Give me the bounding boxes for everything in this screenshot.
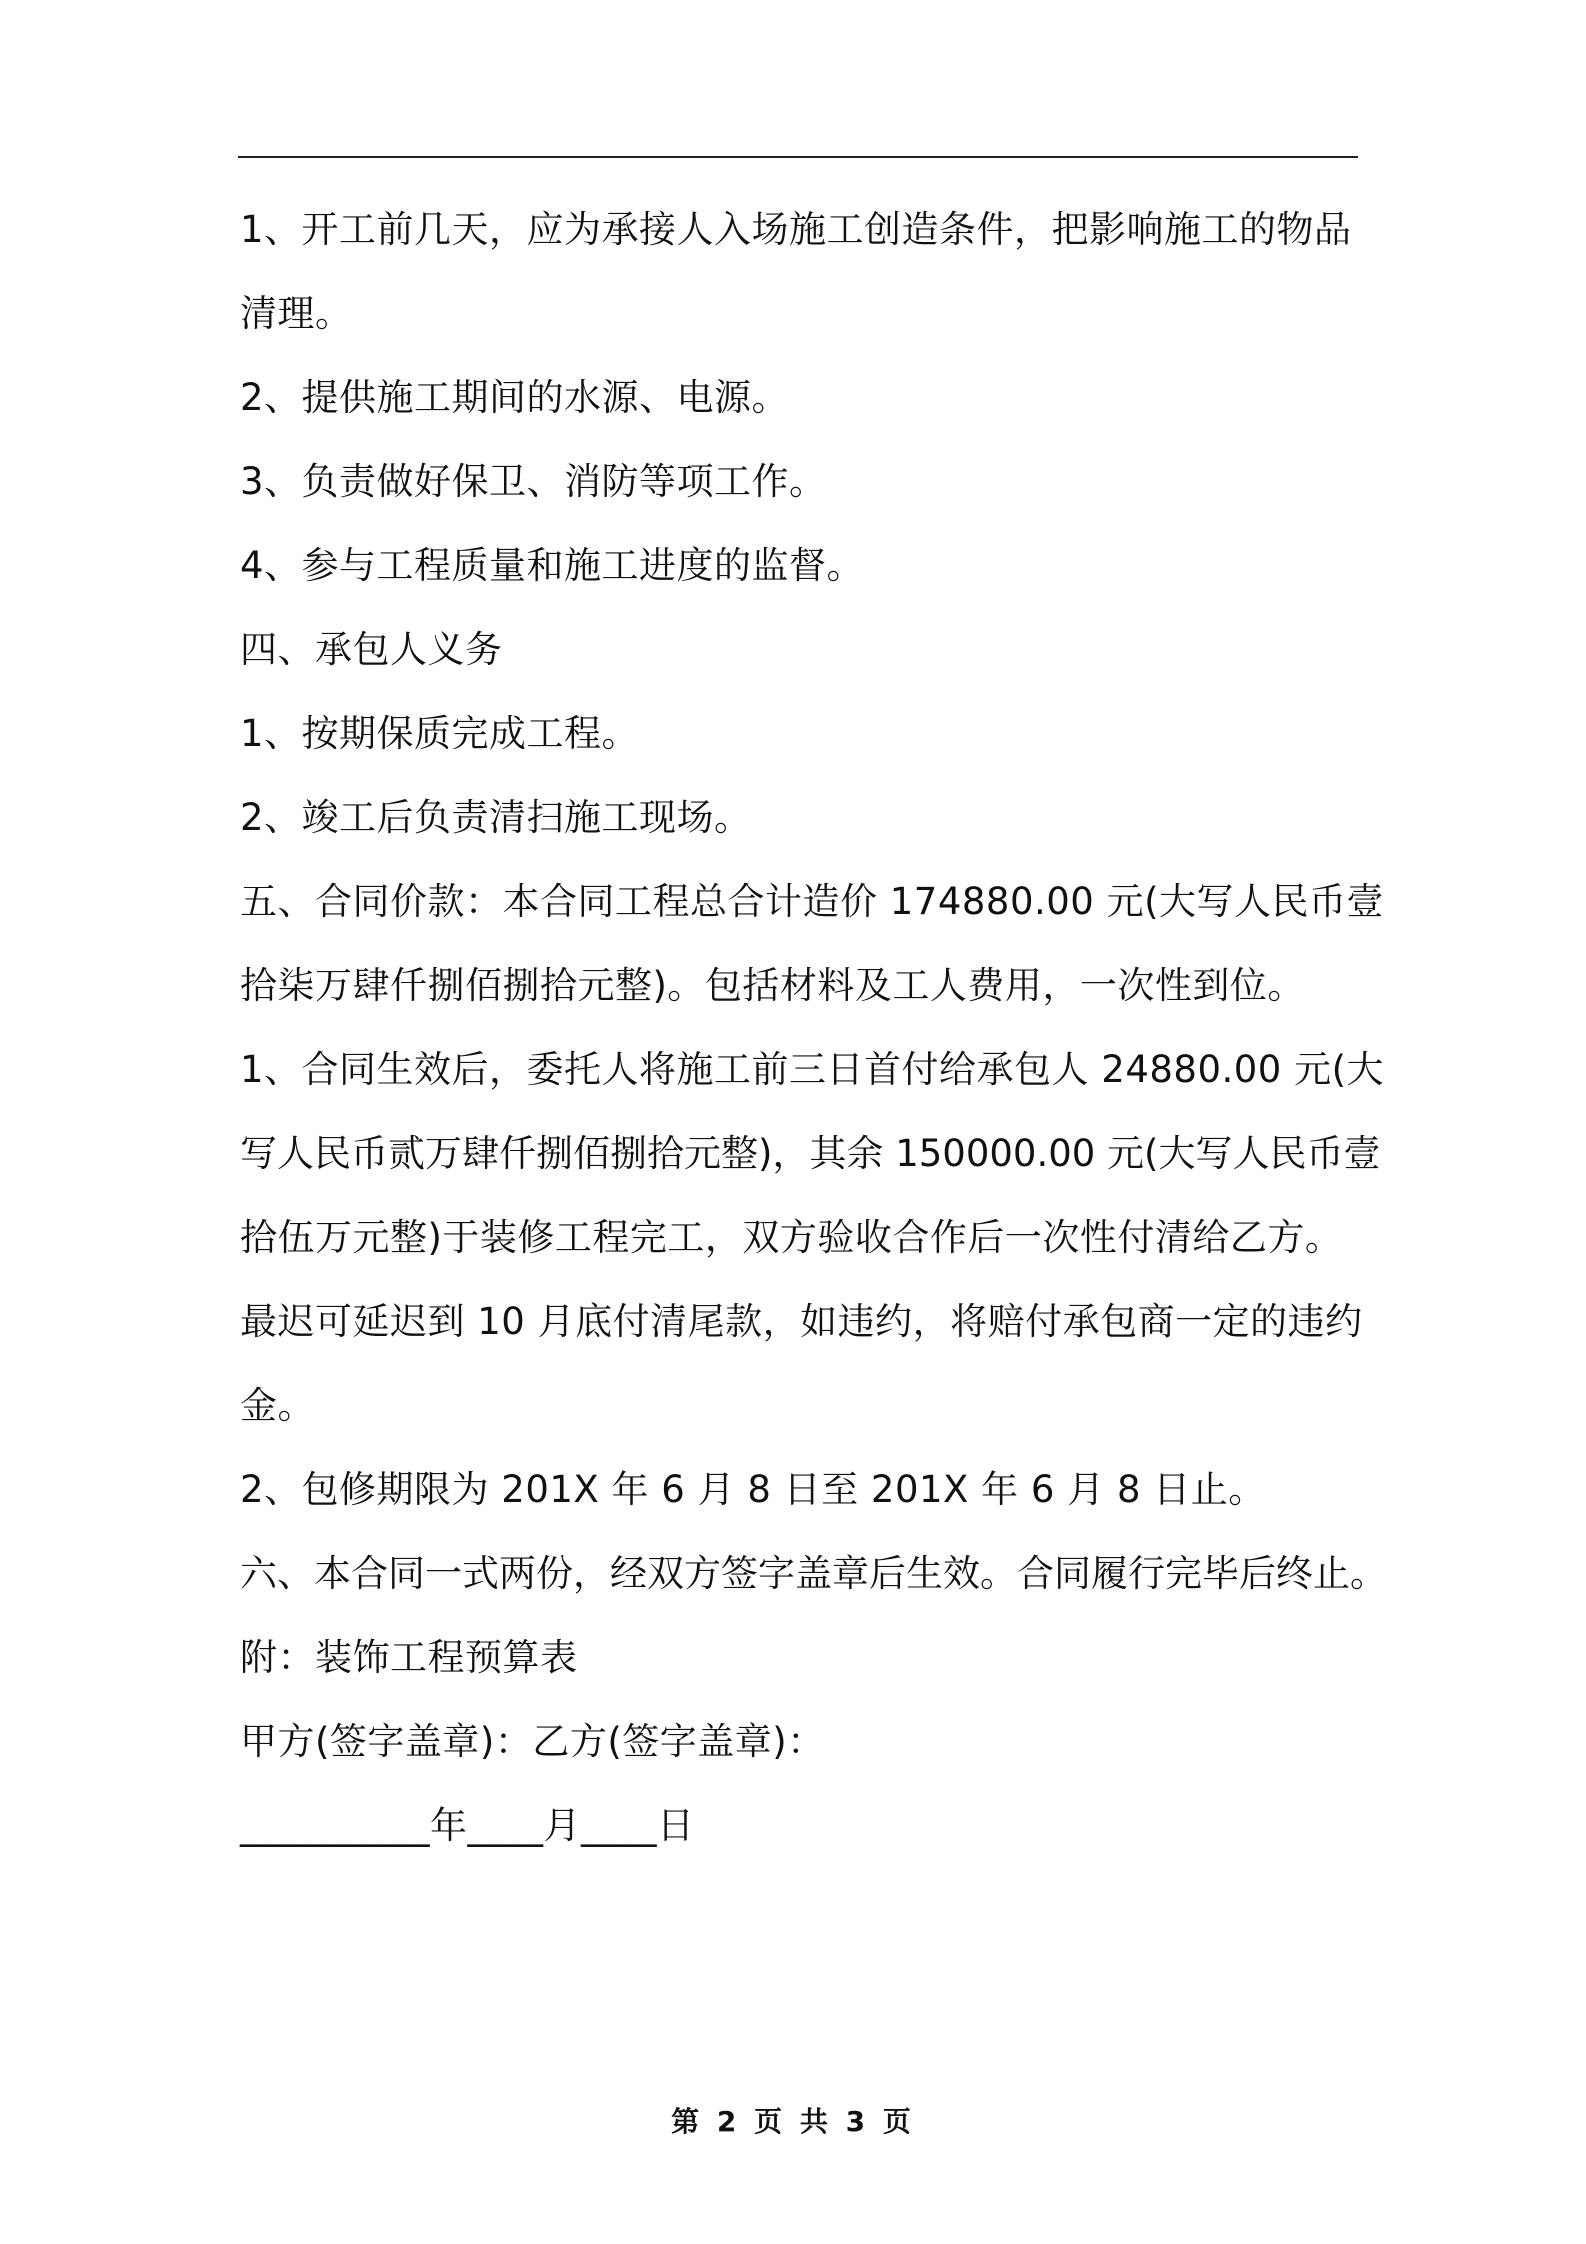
date-line: __________年____月____日 <box>240 1804 695 1847</box>
text-line: 拾伍万元整)于装修工程完工，双方验收合作后一次性付清给乙方。 <box>240 1216 1343 1259</box>
text-line: 1、开工前几天，应为承接人入场施工创造条件，把影响施工的物品 <box>240 208 1352 251</box>
page-footer: 第 2 页 共 3 页 <box>671 2105 915 2138</box>
text-line: 1、按期保质完成工程。 <box>240 712 640 755</box>
text-line: 写人民币贰万肆仟捌佰捌拾元整)，其余 150000.00 元(大写人民币壹 <box>240 1132 1381 1175</box>
text-line: 3、负责做好保卫、消防等项工作。 <box>240 460 827 503</box>
header-rule <box>238 156 1358 158</box>
text-line: 拾柒万肆仟捌佰捌拾元整)。包括材料及工人费用，一次性到位。 <box>240 964 1305 1007</box>
text-line: 六、本合同一式两份，经双方签字盖章后生效。合同履行完毕后终止。 <box>240 1552 1387 1595</box>
attachment-line: 附：装饰工程预算表 <box>240 1636 578 1679</box>
signature-line: 甲方(签字盖章)：乙方(签字盖章)： <box>240 1720 825 1763</box>
text-line: 2、包修期限为 201X 年 6 月 8 日至 201X 年 6 月 8 日止。 <box>240 1468 1266 1511</box>
text-line: 2、提供施工期间的水源、电源。 <box>240 376 790 419</box>
text-line: 金。 <box>240 1384 315 1427</box>
document-body <box>240 188 1387 1868</box>
text-line: 最迟可延迟到 10 月底付清尾款，如违约，将赔付承包商一定的违约 <box>240 1300 1363 1343</box>
section-heading: 四、承包人义务 <box>240 628 503 671</box>
text-line: 1、合同生效后，委托人将施工前三日首付给承包人 24880.00 元(大 <box>240 1048 1385 1091</box>
text-line: 4、参与工程质量和施工进度的监督。 <box>240 544 865 587</box>
text-line: 清理。 <box>240 292 353 335</box>
text-line: 五、合同价款：本合同工程总合计造价 174880.00 元(大写人民币壹 <box>240 880 1385 923</box>
text-line: 2、竣工后负责清扫施工现场。 <box>240 796 752 839</box>
